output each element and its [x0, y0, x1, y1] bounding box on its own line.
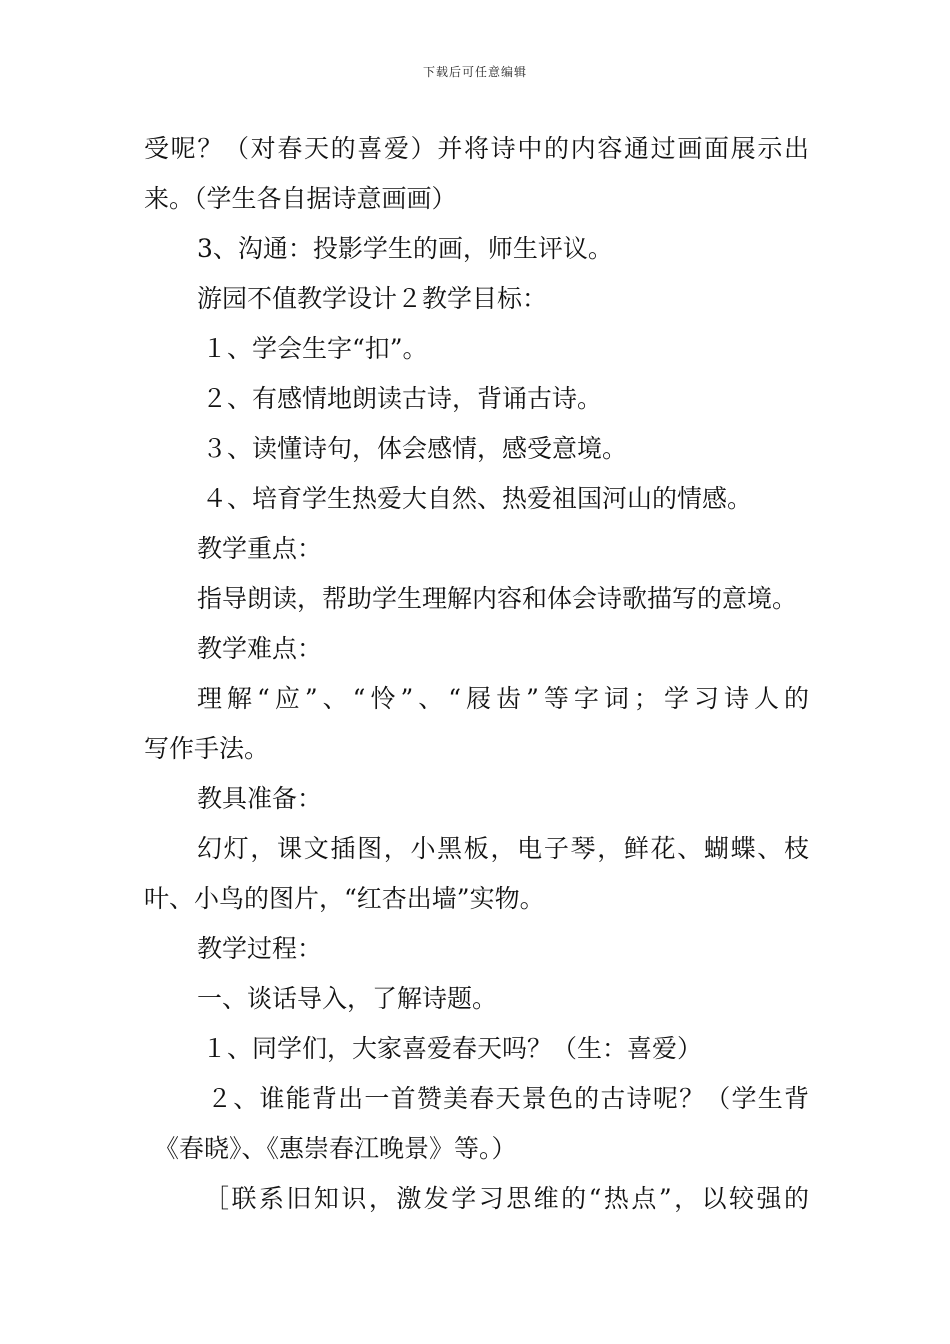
section-heading: 教学过程：: [197, 934, 323, 963]
paragraph-line: 受呢？（对春天的喜爱）并将诗中的内容通过画面展示出: [144, 134, 809, 163]
section-heading: 游园不值教学设计２教学目标：: [197, 284, 548, 313]
paragraph-line: 理解“应”、“怜”、“屐齿”等字词；学习诗人的: [197, 684, 809, 713]
list-item: ３、读懂诗句，体会感情，感受意境。: [202, 434, 628, 463]
section-heading: 教具准备：: [197, 784, 323, 813]
paragraph-line: 叶、小鸟的图片，“红杏出墙”实物。: [144, 884, 545, 913]
paragraph-line: 来。（学生各自据诗意画画）: [144, 184, 457, 213]
list-item: ２、谁能背出一首赞美春天景色的古诗呢？（学生背: [207, 1084, 809, 1113]
paragraph-line: 写作手法。: [144, 734, 270, 763]
page-header: 下载后可任意编辑: [422, 65, 527, 79]
paragraph-line: 幻灯，课文插图，小黑板，电子琴，鲜花、蝴蝶、枝: [197, 834, 809, 863]
paragraph-line: 一、谈话导入，了解诗题。: [197, 984, 498, 1013]
section-heading: 教学重点：: [197, 534, 323, 563]
paragraph-line: 《春晓》、《惠崇春江晚景》等。）: [154, 1134, 517, 1163]
list-item: ４、培育学生热爱大自然、热爱祖国河山的情感。: [202, 484, 753, 513]
list-item: １、同学们，大家喜爱春天吗？（生：喜爱）: [202, 1034, 703, 1063]
paragraph-line: ［联系旧知识，激发学习思维的“热点”，以较强的: [204, 1184, 809, 1213]
document-body: [144, 124, 809, 1224]
section-heading: 教学难点：: [197, 634, 323, 663]
paragraph-line: 指导朗读，帮助学生理解内容和体会诗歌描写的意境。: [197, 584, 798, 613]
list-item: ２、有感情地朗读古诗，背诵古诗。: [202, 384, 603, 413]
list-item: １、学会生字“扣”。: [202, 334, 428, 363]
paragraph-line: 3、沟通：投影学生的画，师生评议。: [197, 234, 613, 263]
